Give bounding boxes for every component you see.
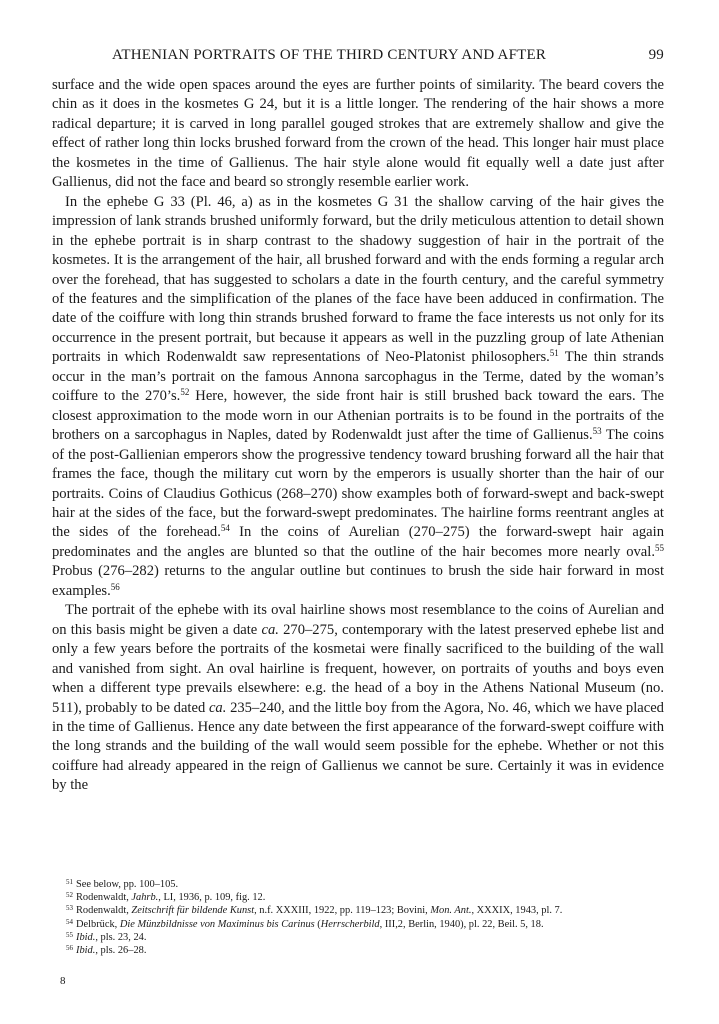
footnote-text: Herrscherbild [320, 918, 380, 930]
paragraph-text: surface and the wide open spaces around the eyes are further points of similarity. The beard covers the chin as it does in the kosmetes G 24, but it is a little longer. The rendering of the hair shows a more radical departure; it is carved in long parallel gouged strokes that are extremely shallow and give the effect of rather long thin locks brushed forward from the crown of the head. This longer hair must place the kosmetes in the time of Gallienus. The hair style alone would fit equally well a date just after Gallienus, did not the face and beard so strongly resemble earlier work. [52, 77, 664, 191]
signature-mark: 8 [60, 975, 66, 987]
footnote-text: Rodenwaldt, [76, 892, 132, 904]
footnote-55 [66, 931, 692, 944]
italic-abbrev: ca. [261, 621, 279, 638]
footnote-text: Ibid. [76, 931, 96, 943]
footnote-number: 54 [66, 917, 73, 926]
paragraph-text: In the ephebe G 33 (Pl. 46, a) as in the kosmetes G 31 the shallow carving of the hair gives the impression of lank strands brushed uniformly forward, but the drily meticulous attention to detail shown in the ephebe portrait is in sharp contrast to the shadowy suggestion of hair in the portrait of the kosmetes. It is the arrangement of the hair, all brushed forward and with the ends forming a regular arch over the forehead, that has suggested to scholars a date in the fourth century, and the careful symmetry of the features and the simplification of the planes of the face have been adduced in confirmation. The date of the coiffure with long thin strands brushed forward to frame the face interests us not only for its occurrence in the present portrait, but because it appears as well in the puzzling group of late Athenian portraits in which Rodenwaldt saw representations of Neo-Platonist philosophers. [52, 193, 664, 366]
footnote-52 [66, 891, 692, 904]
footnote-text: Mon. Ant. [430, 905, 472, 917]
footnote-text: , XXXIX, 1943, pl. 7. [471, 905, 563, 917]
page-number: 99 [648, 47, 664, 63]
footnote-number: 52 [66, 891, 73, 900]
footnote-text: , LI, 1936, p. 109, fig. 12. [158, 892, 266, 904]
footnote-ref[interactable]: 51 [549, 348, 559, 359]
footnote-ref[interactable]: 53 [592, 426, 602, 437]
footnote-text: Rodenwaldt, [76, 905, 132, 917]
footnote-text: ( [314, 918, 321, 930]
footnote-number: 53 [66, 904, 73, 913]
footnote-text: , n.f. XXXIII, 1922, pp. 119–123; Bovini, [254, 905, 431, 917]
footnote-51 [66, 878, 692, 891]
footnote-number: 56 [66, 944, 73, 953]
footnote-text: Jahrb. [131, 892, 159, 904]
paragraph-text: In the coins of Aurelian (270–275) the forward-swept hair again predominates and the angles are blunted so that the outline of the hair becomes more nearly oval. [52, 524, 664, 560]
paragraph-2 [52, 193, 664, 602]
footnotes [52, 878, 692, 957]
footnote-text: See below, pp. 100–105. [76, 879, 179, 890]
footnote-ref[interactable]: 54 [220, 523, 230, 534]
footnote-text: Ibid. [76, 945, 96, 957]
footnote-ref[interactable]: 52 [180, 387, 190, 398]
footnote-number: 55 [66, 930, 73, 939]
paragraph-text: Here, however, the side front hair is still brushed back toward the ears. The closest approximation to the mode worn in our Athenian portraits is to be found in the portraits of the brothers on a sarcophagus in Naples, dated by Rodenwaldt just after the time of Gallienus. [52, 388, 664, 444]
footnote-54 [66, 918, 692, 931]
footnote-ref[interactable]: 55 [655, 542, 664, 553]
paragraph-text: The coins of the post-Gallienian emperors show the progressive tendency toward brushing forward all the hair that frames the face, though the military cut worn by the emperors is usually shorter than the hair of our portraits. Coins of Claudius Gothicus (268–270) show examples both of forward-swept and back-swept hair at the sides of the face, but the forward-swept predominates. The hairline forms reentrant angles at the sides of the forehead. [52, 427, 665, 541]
body-text [52, 76, 664, 796]
footnote-text: , III,2, Berlin, 1940), pl. 22, Beil. 5, 18. [379, 918, 544, 930]
footnote-text: , pls. 26–28. [95, 945, 147, 957]
paragraph-3 [52, 601, 664, 796]
paragraph-text: The thin strands occur in the man’s portrait on the famous Annona sarcophagus in the Terme, dated by the woman’s coiffure to the 270’s. [52, 349, 664, 405]
paragraph-1 [52, 76, 664, 193]
footnote-text: Zeitschrift für bildende Kunst [131, 905, 255, 917]
paragraph-text: Probus (276–282) returns to the angular outline but continues to brush the side hair forward in most examples. [52, 563, 664, 599]
footnote-ref[interactable]: 56 [110, 581, 120, 592]
footnote-text: , pls. 23, 24. [95, 931, 147, 943]
paragraph-text: 235–240, and the little boy from the Agora, No. 46, which we have placed in the time of Gallienus. Hence any date between the first appearance of the forward-swept coiffure with the long strands and the building of the wall would seem possible for the ephebe. Whether or not this coiffure had already appeared in the reign of Gallienus we cannot be sure. Certainly it was in evidence by the [52, 699, 664, 794]
footnote-53 [66, 904, 692, 917]
running-title: ATHENIAN PORTRAITS OF THE THIRD CENTURY AND AFTER [112, 47, 547, 63]
paragraph-text: 270–275, contemporary with the latest preserved ephebe list and only a few years before the portraits of the kosmetai were finally sacrificed to the building of the wall and vanished from sight. An oval hairline is frequent, however, on portraits of youths and boys even when a different type prevails elsewhere: e.g. the head of a boy in the Athens National Museum (no. 511), probably to be dated [52, 621, 664, 716]
footnote-number: 51 [66, 878, 73, 886]
footnote-text: Die Münzbildnisse von Maximinus bis Carinus [119, 918, 315, 930]
footnote-text: Delbrück, [76, 918, 120, 930]
paragraph-text: The portrait of the ephebe with its oval hairline shows most resemblance to the coins of Aurelian and on this basis might be given a date [52, 602, 664, 638]
italic-abbrev: ca. [208, 699, 227, 716]
footnote-56 [66, 944, 692, 957]
